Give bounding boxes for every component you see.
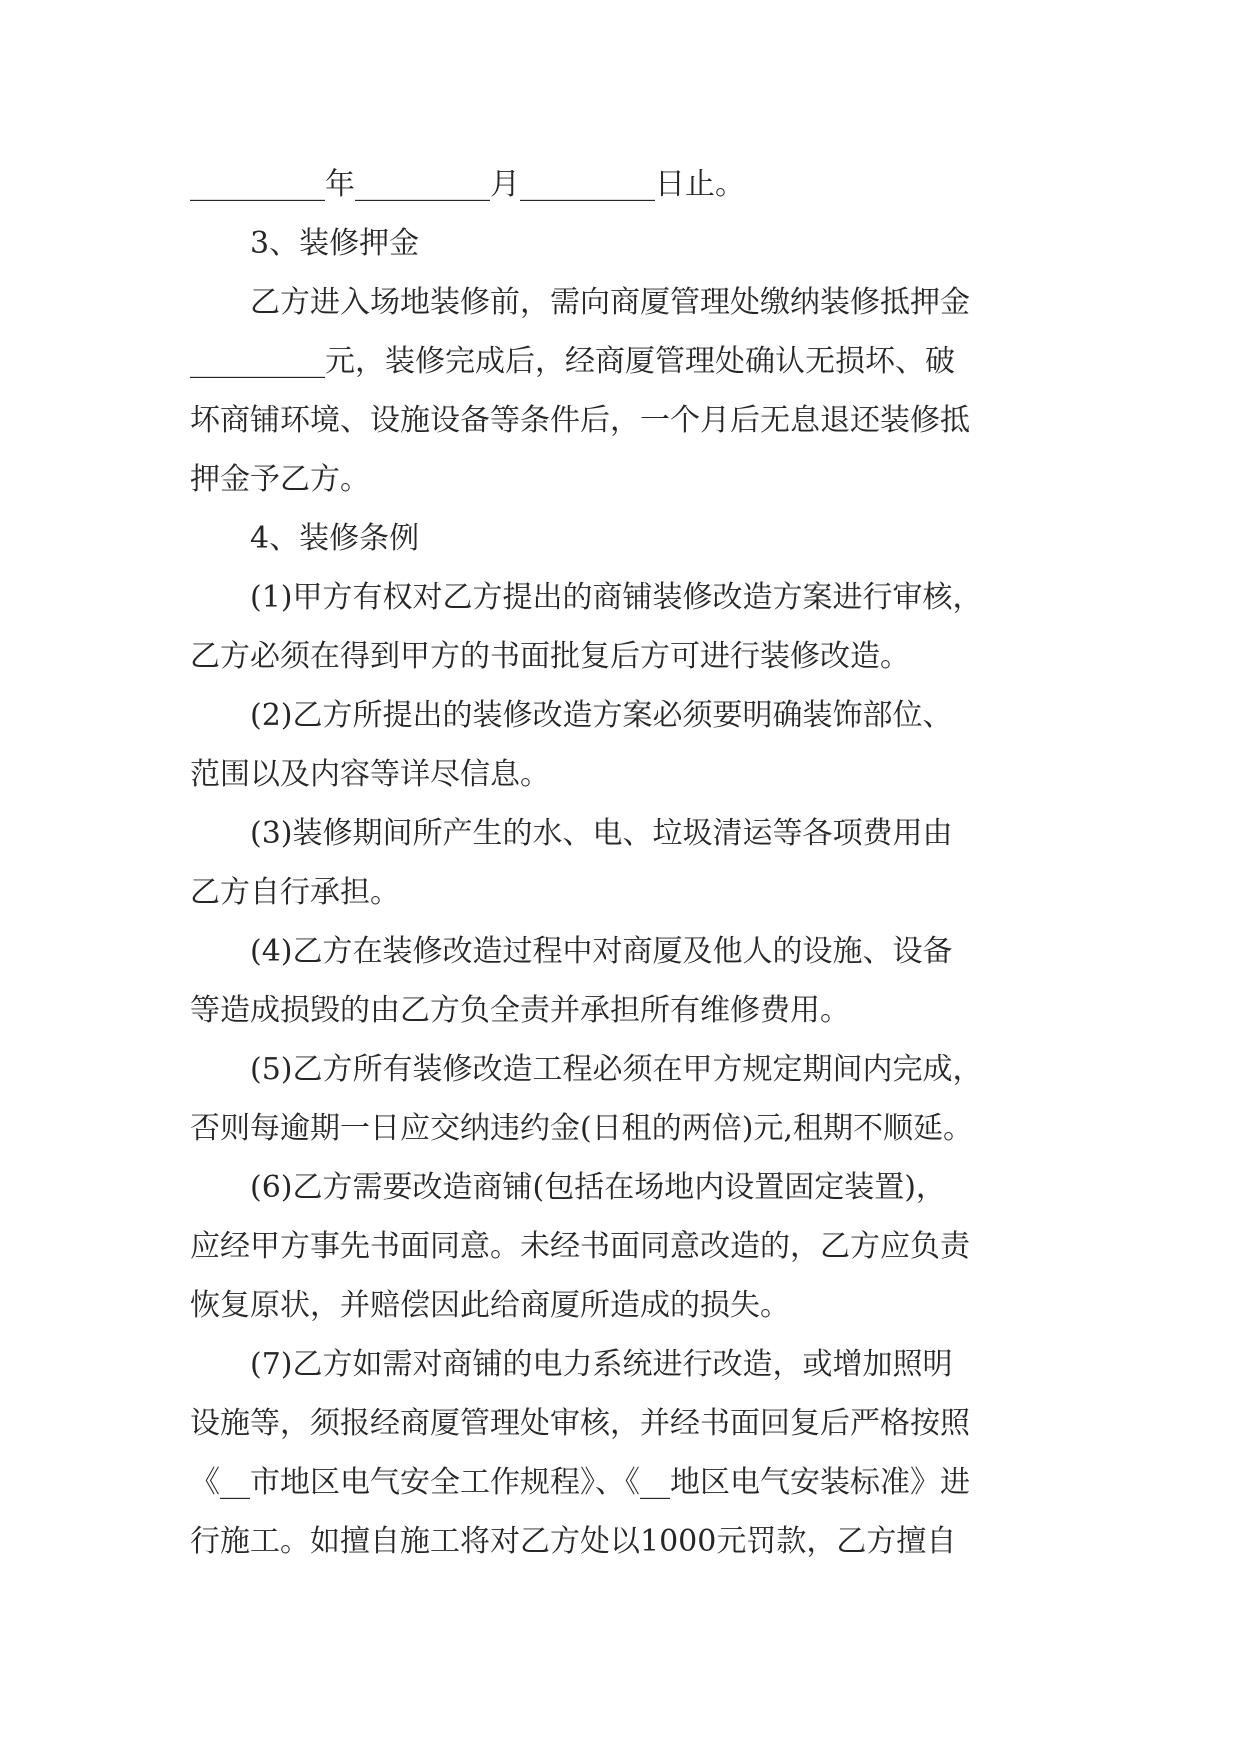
clause-3-line: 乙方自行承担。 (190, 875, 400, 910)
clause-6-line: 应经甲方事先书面同意。未经书面同意改造的，乙方应负责 (190, 1229, 970, 1264)
clause-7-line: (7)乙方如需对商铺的电力系统进行改造，或增加照明 (250, 1347, 953, 1382)
clause-5-line: 否则每逾期一日应交纳违约金(日租的两倍)元,租期不顺延。 (190, 1111, 973, 1146)
paragraph-line: _________元，装修完成后，经商厦管理处确认无损坏、破 (190, 344, 955, 379)
clause-6-line: (6)乙方需要改造商铺(包括在场地内设置固定装置)， (250, 1170, 946, 1205)
clause-2-line: (2)乙方所提出的装修改造方案必须要明确装饰部位、 (250, 698, 953, 733)
clause-4-line: (4)乙方在装修改造过程中对商厦及他人的设施、设备 (250, 934, 953, 969)
paragraph-line: 坏商铺环境、设施设备等条件后，一个月后无息退还装修抵 (190, 403, 970, 438)
clause-1-line: 乙方必须在得到甲方的书面批复后方可进行装修改造。 (190, 639, 910, 674)
clause-5-line: (5)乙方所有装修改造工程必须在甲方规定期间内完成， (250, 1052, 983, 1087)
paragraph-line: 押金予乙方。 (190, 462, 370, 497)
paragraph-line: 乙方进入场地装修前，需向商厦管理处缴纳装修抵押金 (250, 285, 970, 320)
clause-2-line: 范围以及内容等详尽信息。 (190, 757, 550, 792)
clause-7-line: 设施等，须报经商厦管理处审核，并经书面回复后严格按照 (190, 1406, 970, 1441)
section-3-heading: 3、装修押金 (250, 226, 420, 261)
date-blank-line: _________年_________月_________日止。 (190, 167, 745, 202)
clause-6-line: 恢复原状，并赔偿因此给商厦所造成的损失。 (190, 1288, 790, 1323)
section-4-heading: 4、装修条例 (250, 521, 420, 556)
clause-4-line: 等造成损毁的由乙方负全责并承担所有维修费用。 (190, 993, 850, 1028)
clause-7-line: 行施工。如擅自施工将对乙方处以1000元罚款，乙方擅自 (190, 1524, 957, 1559)
clause-7-line: 《__市地区电气安全工作规程》、《__地区电气安装标准》进 (190, 1465, 970, 1500)
clause-3-line: (3)装修期间所产生的水、电、垃圾清运等各项费用由 (250, 816, 953, 851)
clause-1-line: (1)甲方有权对乙方提出的商铺装修改造方案进行审核， (250, 580, 983, 615)
